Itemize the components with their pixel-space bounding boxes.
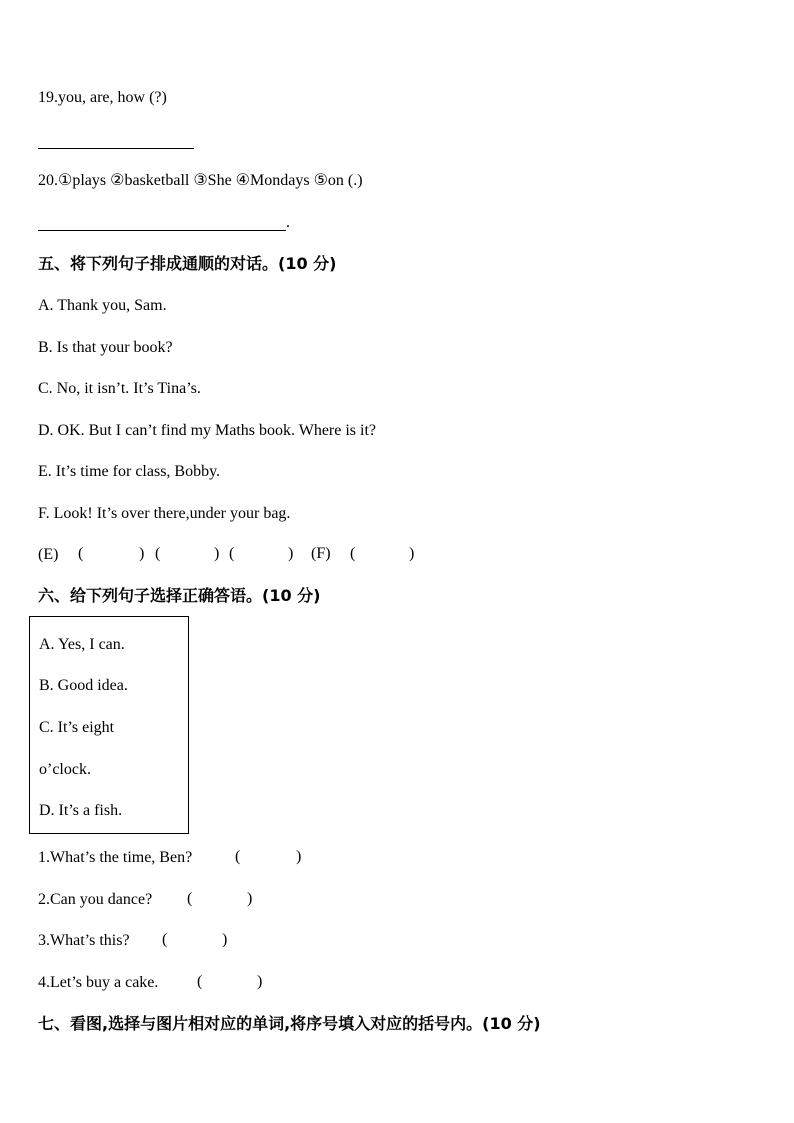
dialogue-option-a: A. Thank you, Sam. [38,297,167,314]
order-end: (F) [311,545,331,562]
order-paren-4-close[interactable]: ) [409,545,415,562]
order-paren-3-close[interactable]: ) [288,545,294,562]
answer-option-c: C. It’s eight [39,719,115,736]
dialogue-option-b: B. Is that your book? [38,339,173,356]
answer-paren-1-open[interactable]: ( [235,848,241,865]
order-paren-1-close[interactable]: ) [139,545,145,562]
section-7-title: 七、看图,选择与图片相对应的单词,将序号填入对应的括号内。(10 分) [38,1014,541,1033]
question-6-1: 1.What’s the time, Ben? [38,849,193,866]
dialogue-option-e: E. It’s time for class, Bobby. [38,463,221,480]
answer-paren-3-close[interactable]: ) [222,931,228,948]
answer-paren-3-open[interactable]: ( [162,931,168,948]
order-paren-2-open[interactable]: ( [155,545,161,562]
section-5-title: 五、将下列句子排成通顺的对话。(10 分) [38,254,337,273]
answer-option-d: D. It’s a fish. [39,802,123,819]
answer-option-a: A. Yes, I can. [39,636,125,653]
order-start: (E) [38,546,59,563]
question-6-4: 4.Let’s buy a cake. [38,974,159,991]
sentence-end-period: . [286,214,290,231]
question-20: 20.①plays ②basketball ③She ④Mondays ⑤on (.) [38,172,363,189]
answer-paren-1-close[interactable]: ) [296,848,302,865]
question-19: 19.you, are, how (?) [38,89,167,106]
order-paren-2-close[interactable]: ) [214,545,220,562]
question-6-2: 2.Can you dance? [38,891,153,908]
answer-paren-2-close[interactable]: ) [247,890,253,907]
answer-paren-4-close[interactable]: ) [257,973,263,990]
dialogue-option-d: D. OK. But I can’t find my Maths book. Where is it? [38,422,377,439]
answer-paren-4-open[interactable]: ( [197,973,203,990]
section-6-title: 六、给下列句子选择正确答语。(10 分) [38,586,321,605]
answer-option-b: B. Good idea. [39,677,128,694]
answer-options-box [29,616,189,834]
order-row [38,545,58,565]
dialogue-option-c: C. No, it isn’t. It’s Tina’s. [38,380,201,397]
answer-blank-20[interactable] [38,230,286,231]
answer-paren-2-open[interactable]: ( [187,890,193,907]
question-6-3: 3.What’s this? [38,932,130,949]
answer-option-c-cont: o’clock. [39,761,91,778]
dialogue-option-f: F. Look! It’s over there,under your bag. [38,505,291,522]
order-paren-3-open[interactable]: ( [229,545,235,562]
answer-blank-19[interactable] [38,148,194,149]
order-paren-1-open[interactable]: ( [78,545,84,562]
order-paren-4-open[interactable]: ( [350,545,356,562]
